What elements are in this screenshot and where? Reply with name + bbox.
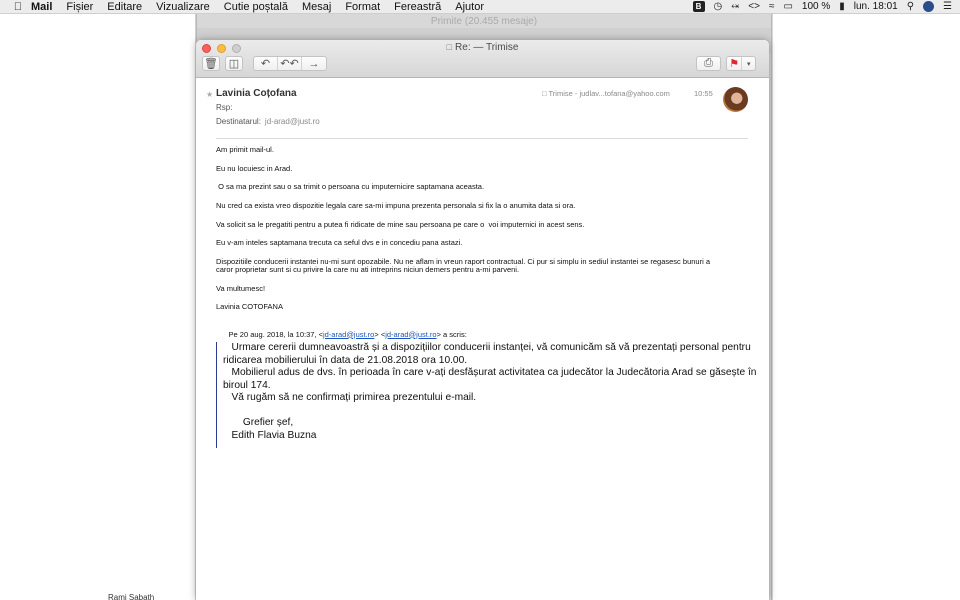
to-address[interactable]: jd-arad@just.ro: [264, 117, 320, 126]
code-brackets-icon[interactable]: <>: [748, 1, 760, 12]
body-line: Va multumesc!: [216, 284, 266, 293]
body-line: Eu nu locuiesc in Arad.: [216, 164, 293, 173]
message-window: [196, 40, 769, 600]
time-machine-icon[interactable]: ◷: [713, 1, 723, 12]
menu-bar: [0, 0, 960, 14]
user-avatar-icon[interactable]: [923, 1, 934, 12]
background-edge-label: Rami Sabath: [108, 593, 155, 600]
background-desktop-left: [0, 14, 196, 600]
trash-icon: 🗑: [204, 58, 218, 70]
b-app-icon[interactable]: B: [693, 1, 705, 12]
reply-icon: ↶: [260, 58, 271, 70]
quote-line: Urmare cererii dumneavoastră și a dispozițiilor conducerii instanței, vă comunicăm să vă prezentați personal pentru: [223, 342, 751, 353]
quote-line: Vă rugăm să ne confirmați primirea prezentului e-mail.: [223, 392, 477, 403]
menu-window[interactable]: Fereastră: [394, 0, 442, 13]
header-divider: [216, 138, 748, 139]
quoted-message: [216, 342, 757, 448]
email-link[interactable]: jd-arad@just.ro: [385, 329, 437, 339]
forward-icon: →: [308, 57, 320, 70]
menu-clock[interactable]: lun. 18:01: [853, 1, 898, 12]
attribution-mid: > <: [374, 329, 386, 339]
chevron-down-icon: ▾: [746, 60, 751, 68]
subject-row: [216, 103, 232, 112]
delete-button[interactable]: [202, 56, 220, 71]
mailbox-text: Trimise - judlav...tofana@yahoo.com: [548, 89, 670, 98]
menu-mailbox[interactable]: Cutie poștală: [223, 0, 288, 13]
body-line: Am primit mail-ul.: [216, 145, 274, 154]
quote-line: ridicarea mobilierului în data de 21.08.2018 ora 10.00.: [223, 354, 468, 366]
flag-menu-button[interactable]: [726, 56, 756, 71]
menu-app-mail[interactable]: Mail: [31, 0, 53, 13]
menu-extras: [693, 1, 960, 12]
notification-center-icon[interactable]: ☰: [943, 1, 952, 12]
to-row: [216, 117, 320, 126]
airplay-icon[interactable]: ▭: [783, 1, 793, 12]
reply-forward-group: [253, 56, 327, 71]
body-line: Nu cred ca exista vreo dispozitie legala care sa-mi impuna prezenta personala si fix la o anumita data si ora.: [216, 201, 576, 210]
quote-line: Edith Flavia Buzna: [223, 429, 317, 441]
spotlight-search-icon[interactable]: ⚲: [906, 1, 915, 12]
sender-avatar: [723, 87, 748, 112]
bluetooth-icon[interactable]: ⬾: [731, 1, 740, 12]
menu-help[interactable]: Ajutor: [455, 0, 484, 13]
sender-name[interactable]: Lavinia Coțofana: [216, 88, 297, 99]
menu-message[interactable]: Mesaj: [301, 0, 332, 13]
print-button[interactable]: [696, 56, 721, 71]
document-icon: □: [446, 42, 453, 52]
reply-all-icon: ↶↶: [280, 58, 299, 70]
reply-button[interactable]: [254, 57, 278, 70]
body-line: Lavinia COTOFANA: [216, 302, 283, 311]
body-line: caror proprietar sunt si cu privire la care nu ati intreprins niciun demers pentru a-mi parveni.: [216, 265, 520, 274]
junk-icon: ◫: [228, 58, 240, 70]
mailbox-icon: □: [542, 89, 549, 98]
junk-button[interactable]: [225, 56, 243, 71]
menu-file[interactable]: Fișier: [66, 0, 94, 13]
battery-icon[interactable]: ▮: [839, 1, 845, 12]
quote-line: Mobilierul adus de dvs. în perioada în care v-ați desfășurat activitatea ca judecător la Judecătoria Arad se găsește în: [223, 367, 757, 378]
message-time: 10:55: [694, 89, 713, 98]
subject-label: Rsp:: [216, 103, 233, 112]
forward-button[interactable]: [302, 57, 326, 70]
printer-icon: ⎙: [704, 57, 713, 69]
menu-edit[interactable]: Editare: [107, 0, 143, 13]
body-line: O sa ma prezint sau o sa trimit o persoana cu imputernicire saptamana aceasta.: [216, 182, 485, 191]
to-label: Destinatarul:: [216, 117, 261, 126]
battery-percent[interactable]: 100 %: [801, 1, 831, 12]
vip-star-icon[interactable]: ★: [206, 90, 214, 99]
body-line: Dispozitiile conducerii instantei nu-mi sunt opozabile. Nu ne aflam in vreun raport contractual. Ci pur si simplu in sediul instantei se regasesc bunuri a: [216, 257, 710, 266]
background-window-title: Primite (20.455 mesaje): [430, 16, 538, 27]
flag-icon: ⚑: [727, 57, 742, 70]
background-desktop-right: [772, 14, 960, 600]
window-titlebar: [196, 40, 769, 78]
quote-line: biroul 174.: [223, 379, 271, 391]
apple-menu-icon[interactable]: [0, 1, 24, 13]
reply-all-button[interactable]: [278, 57, 302, 70]
body-line: Va solicit sa le pregatiti pentru a putea fi ridicate de mine sau persoana pe care o voi imputernici in acest sens.: [216, 220, 585, 229]
message-toolbar: [196, 56, 769, 76]
attribution-suffix: > a scris:: [436, 329, 467, 339]
menu-view[interactable]: Vizualizare: [156, 0, 210, 13]
body-line: Eu v-am inteles saptamana trecuta ca seful dvs e in concediu pana astazi.: [216, 238, 463, 247]
mailbox-info: [542, 89, 670, 98]
menu-format[interactable]: Format: [345, 0, 381, 13]
attribution-prefix: Pe 20 aug. 2018, la 10:37, <: [228, 329, 323, 339]
quote-line: Grefier șef,: [223, 417, 294, 428]
window-title-text: Re: — Trimise: [455, 42, 519, 53]
email-link[interactable]: jd-arad@just.ro: [322, 329, 375, 339]
message-header: [196, 78, 769, 142]
wifi-icon[interactable]: ≈: [768, 1, 775, 12]
window-title: [196, 42, 769, 53]
